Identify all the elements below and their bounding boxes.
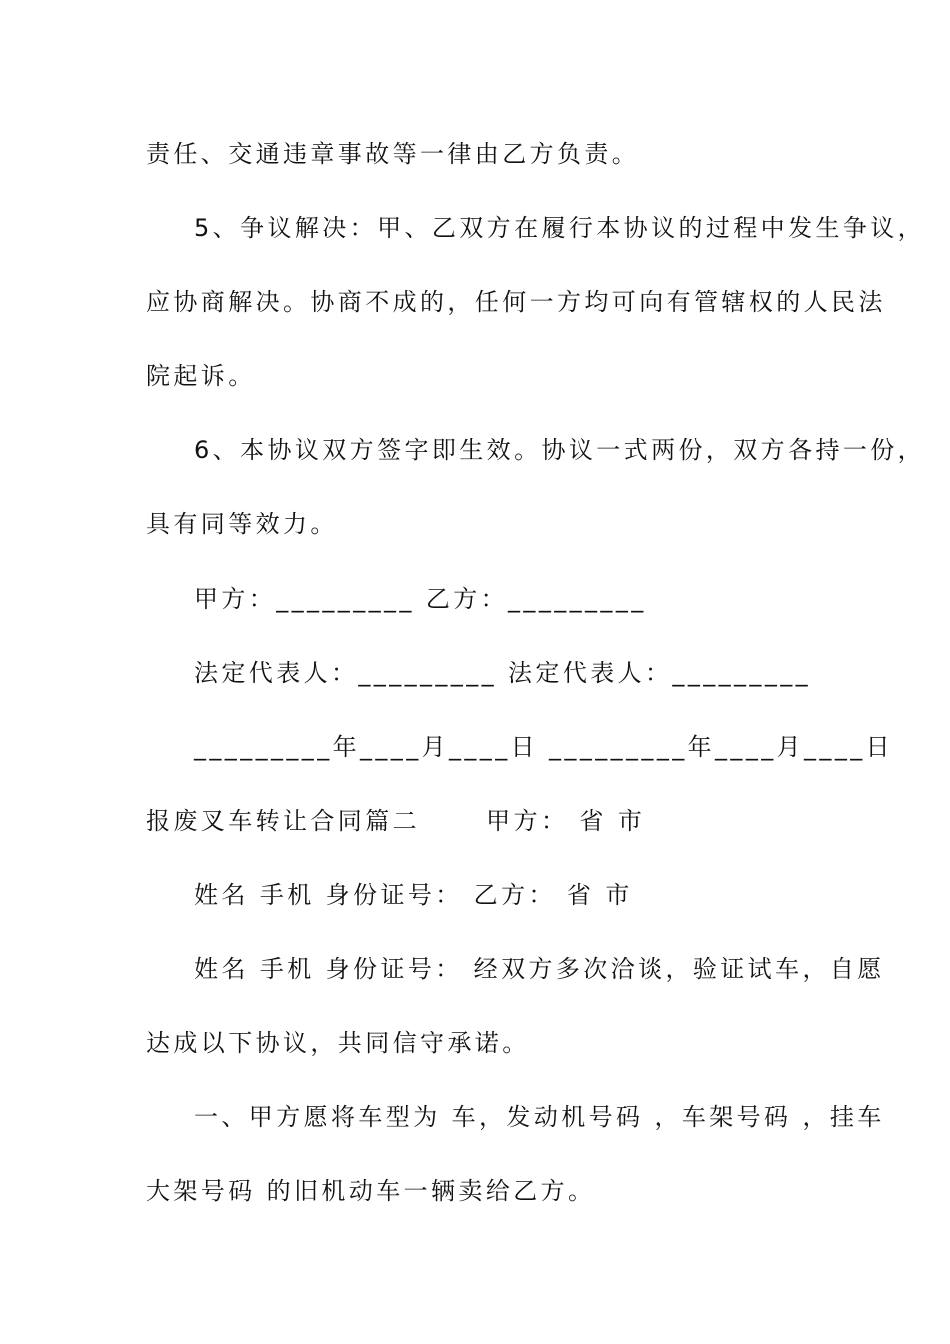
text-line-1: 责任、交通违章事故等一律由乙方负责。 [146,140,640,168]
text-line-12: 姓名 手机 身份证号： 经双方多次洽谈，验证试车，自愿 [194,955,885,983]
text-line-5: 6、本协议双方签字即生效。协议一式两份，双方各持一份， [194,436,926,464]
text-line-13: 达成以下协议，共同信守承诺。 [146,1029,530,1057]
text-line-6: 具有同等效力。 [146,510,338,538]
signature-line-representatives: 法定代表人：_________ 法定代表人：_________ [194,659,812,687]
section-heading-line: 报废叉车转让合同篇二 甲方： 省 市 [146,807,646,835]
text-line-3: 应协商解决。协商不成的，任何一方均可向有管辖权的人民法 [146,288,886,316]
text-line-2: 5、争议解决：甲、乙双方在履行本协议的过程中发生争议， [194,214,926,242]
text-line-14: 一、甲方愿将车型为 车，发动机号码 ，车架号码 ，挂车 [194,1103,885,1131]
signature-line-dates: _________年____月____日 _________年____月____日 [194,733,894,761]
text-line-15: 大架号码 的旧机动车一辆卖给乙方。 [146,1177,596,1205]
signature-line-parties: 甲方：_________ 乙方：_________ [194,585,647,613]
text-line-11: 姓名 手机 身份证号： 乙方： 省 市 [194,881,633,909]
text-line-4: 院起诉。 [146,362,256,390]
